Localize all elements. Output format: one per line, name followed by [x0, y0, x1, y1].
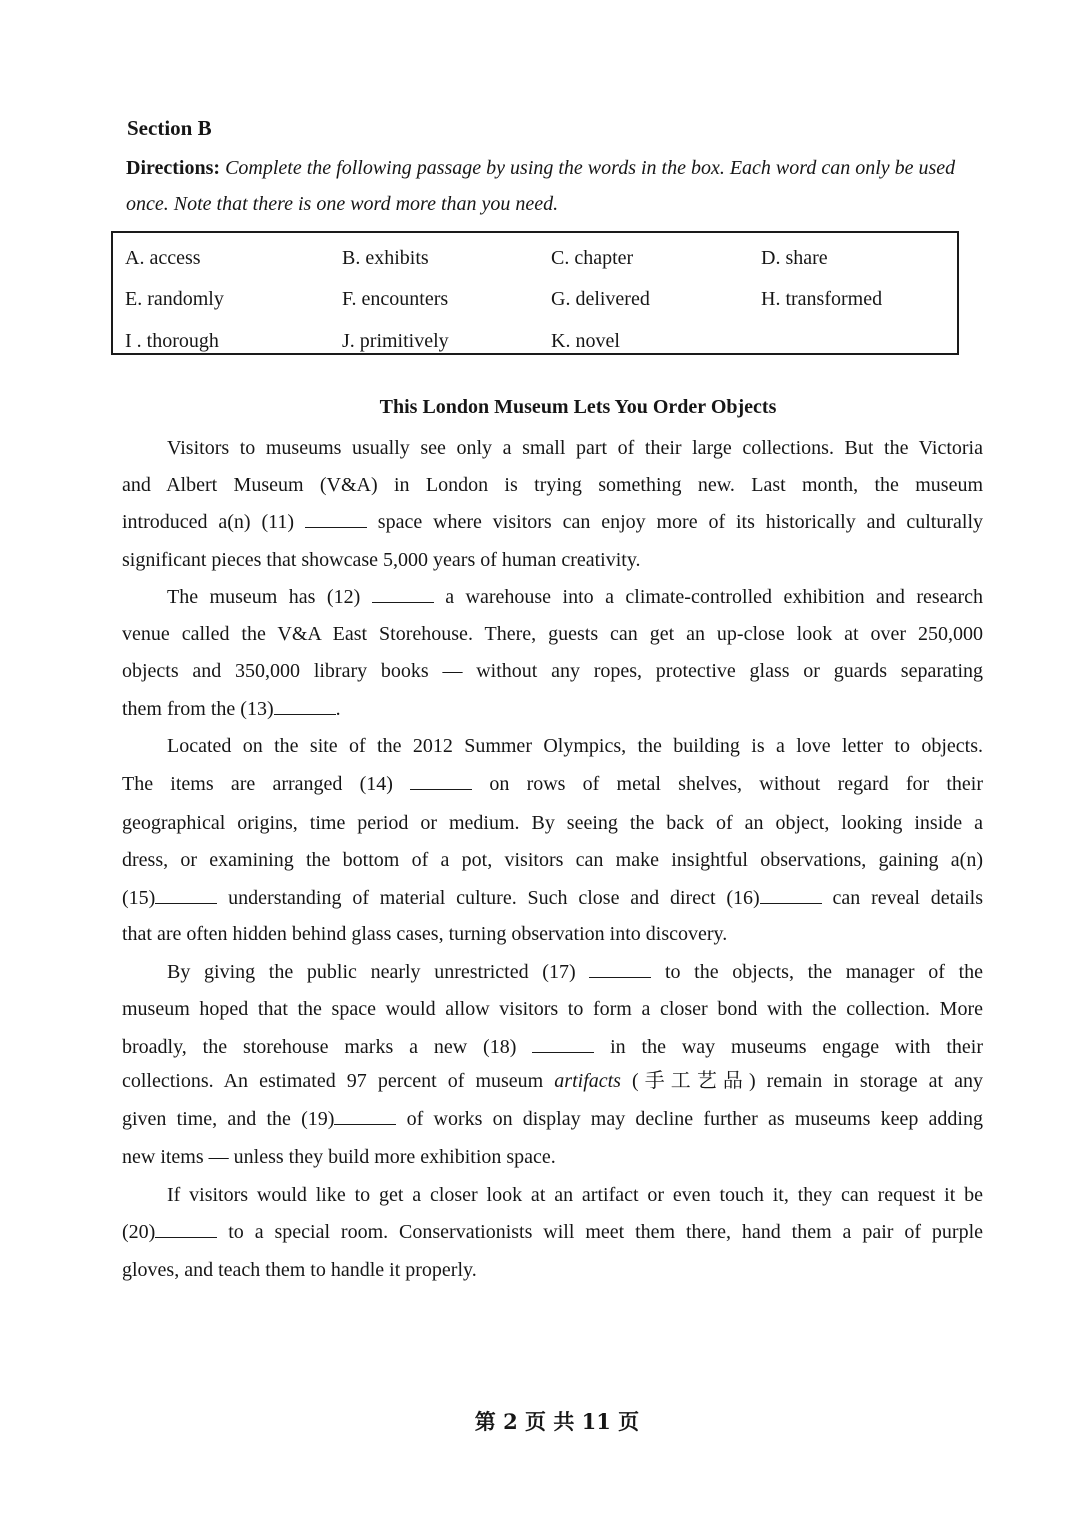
word-option: B. exhibits: [342, 247, 429, 269]
word-option: C. chapter: [551, 247, 634, 269]
line-text: can reveal details: [832, 887, 984, 909]
line-text: introduced a(n) (11): [122, 511, 295, 533]
line-text: .: [335, 698, 341, 720]
passage-line: [167, 583, 983, 611]
passage-line: objects and 350,000 library books — without any ropes, protective glass or guards separating: [122, 660, 983, 682]
line-text: given time, and the (19): [122, 1108, 335, 1130]
line-text: space where visitors can enjoy more of its historically and culturally: [377, 511, 983, 533]
passage-line: gloves, and teach them to handle it properly.: [122, 1259, 477, 1281]
passage-line: [122, 884, 983, 912]
word-option: J. primitively: [342, 330, 449, 352]
word-option: H. transformed: [761, 288, 883, 310]
blank-11: [305, 509, 367, 528]
line-text: to the objects, the manager of the: [664, 961, 983, 983]
passage-line: [122, 695, 983, 723]
line-text-italic: artifacts: [554, 1070, 621, 1092]
line-text: The items are arranged (14): [122, 773, 393, 795]
blank-18: [532, 1034, 594, 1053]
section-title: Section B: [127, 116, 212, 140]
passage-line: dress, or examining the bottom of a pot, visitors can make insightful observations, gaining a(n): [122, 849, 983, 871]
passage-line: If visitors would like to get a closer look at an artifact or even touch it, they can request it be: [167, 1184, 983, 1206]
line-text: (20): [122, 1221, 156, 1243]
word-box: [111, 231, 959, 355]
line-text: understanding of material culture. Such close and direct (16): [228, 887, 760, 909]
blank-15: [155, 885, 217, 904]
blank-19: [334, 1106, 396, 1125]
blank-16: [760, 885, 822, 904]
directions: [126, 150, 966, 222]
passage-line: geographical origins, time period or medium. By seeing the back of an object, looking inside a: [122, 812, 983, 834]
directions-label: Directions:: [126, 157, 221, 179]
directions-text: Complete the following passage by using the words in the box. Each word can only be used once. Note that there is one word more than you need.: [126, 157, 956, 215]
blank-17: [589, 959, 651, 978]
line-text: The museum has (12): [167, 586, 361, 608]
word-option: D. share: [761, 247, 828, 269]
passage-line: venue called the V&A East Storehouse. There, guests can get an up-close look at over 250,000: [122, 623, 983, 645]
line-text: broadly, the storehouse marks a new (18): [122, 1036, 517, 1058]
line-text: (手工艺品) remain in storage at any: [632, 1070, 984, 1092]
line-text: on rows of metal shelves, without regard for their: [489, 773, 984, 795]
word-option: G. delivered: [551, 288, 650, 310]
passage-line: [122, 1218, 983, 1246]
blank-20: [155, 1219, 217, 1238]
word-option: K. novel: [551, 330, 620, 352]
word-option: E. randomly: [125, 288, 224, 310]
line-text: a warehouse into a climate-controlled exhibition and research: [445, 586, 984, 608]
passage-line: new items — unless they build more exhibition space.: [122, 1146, 556, 1168]
passage-line: Visitors to museums usually see only a small part of their large collections. But the Victoria: [167, 437, 983, 459]
word-option: A. access: [125, 247, 201, 269]
line-text: to a special room. Conservationists will meet them there, hand them a pair of purple: [228, 1221, 984, 1243]
line-text: (15): [122, 887, 156, 909]
word-option: I . thorough: [125, 330, 219, 352]
page-number: 第 2 页 共 11 页: [474, 1409, 640, 1434]
passage-title: This London Museum Lets You Order Objects: [379, 396, 777, 418]
line-text: collections. An estimated 97 percent of museum: [122, 1070, 544, 1092]
passage-line: [122, 508, 983, 536]
passage-line: [122, 1105, 983, 1133]
passage-line: [122, 1033, 983, 1061]
word-option: F. encounters: [342, 288, 449, 310]
blank-12: [372, 584, 434, 603]
passage-line: Located on the site of the 2012 Summer Olympics, the building is a love letter to objects.: [167, 735, 983, 757]
passage-line: [122, 1067, 983, 1095]
line-text: of works on display may decline further as museums keep adding: [406, 1108, 983, 1130]
line-text: them from the (13): [122, 698, 274, 720]
passage-line: that are often hidden behind glass cases, turning observation into discovery.: [122, 923, 728, 945]
passage-line: [122, 770, 983, 798]
blank-14: [410, 771, 472, 790]
passage-line: and Albert Museum (V&A) in London is trying something new. Last month, the museum: [122, 474, 983, 496]
blank-13: [274, 696, 336, 715]
passage-line: significant pieces that showcase 5,000 years of human creativity.: [122, 549, 641, 571]
line-text: By giving the public nearly unrestricted (17): [167, 961, 576, 983]
passage-line: museum hoped that the space would allow visitors to form a closer bond with the collection. More: [122, 998, 983, 1020]
passage-line: [167, 958, 983, 986]
line-text: in the way museums engage with their: [610, 1036, 984, 1058]
